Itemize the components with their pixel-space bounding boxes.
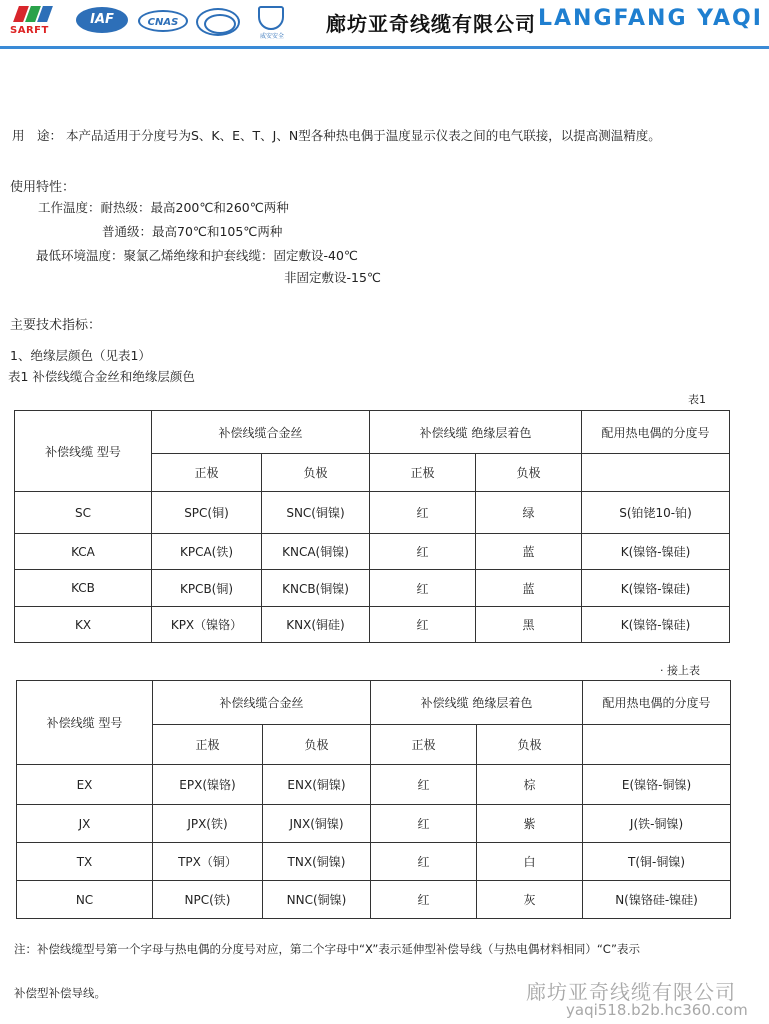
cell-positive-alloy: EPX(镍铬) (153, 765, 263, 805)
cell-positive-color: 红 (371, 881, 477, 919)
iaf-logo-text: IAF (76, 7, 128, 33)
cell-model: NC (17, 881, 153, 919)
header-thermocouple: 配用热电偶的分度号 (583, 681, 731, 725)
purpose-label: 用 途： (12, 128, 63, 143)
specs-item-1: 1、绝缘层颜色（见表1） (10, 348, 151, 363)
cell-negative-alloy: SNC(铜镍) (262, 492, 370, 534)
header-divider (0, 46, 769, 49)
table-row (17, 843, 731, 881)
feature-line-normal: 普通级：最高70℃和105℃两种 (102, 224, 283, 239)
cell-negative-alloy: KNX(铜硅) (262, 607, 370, 643)
shield-caption: 威安安全 (259, 33, 284, 40)
cell-thermocouple: N(镍铬硅-镍硅) (583, 881, 731, 919)
header-alloy-negative: 负极 (262, 454, 370, 492)
cell-negative-color: 白 (477, 843, 583, 881)
specs-heading: 主要技术指标： (10, 318, 102, 333)
header-thermocouple: 配用热电偶的分度号 (582, 411, 730, 454)
watermark-url: yaqi518.b2b.hc360.com (566, 1001, 748, 1019)
cell-negative-alloy: KNCA(铜镍) (262, 534, 370, 570)
cell-negative-color: 绿 (476, 492, 582, 534)
cell-positive-alloy: TPX（铜） (153, 843, 263, 881)
cell-thermocouple: K(镍铬-镍硅) (582, 534, 730, 570)
cell-model: KCA (15, 534, 152, 570)
table-row (15, 570, 730, 607)
sarft-logo-text: SARFT (10, 25, 49, 36)
cell-negative-color: 蓝 (476, 570, 582, 607)
cell-thermocouple: K(镍铬-镍硅) (582, 607, 730, 643)
table-row (15, 492, 730, 534)
cell-positive-alloy: SPC(铜) (152, 492, 262, 534)
features-heading: 使用特性： (10, 180, 76, 195)
cell-negative-color: 蓝 (476, 534, 582, 570)
company-name-en: LANGFANG YAQI (538, 6, 763, 31)
header-insulation-negative: 负极 (477, 725, 583, 765)
cell-model: EX (17, 765, 153, 805)
cell-model: JX (17, 805, 153, 843)
cell-negative-color: 黑 (476, 607, 582, 643)
cell-positive-alloy: KPCB(铜) (152, 570, 262, 607)
cell-negative-alloy: JNX(铜镍) (263, 805, 371, 843)
watermark-company: 廊坊亚奇线缆有限公司 (526, 980, 736, 1004)
note-line-2: 补偿型补偿导线。 (14, 986, 106, 1000)
header-alloy-positive: 正极 (153, 725, 263, 765)
header-alloy-negative: 负极 (263, 725, 371, 765)
page-header (0, 0, 769, 44)
header-insulation-positive: 正极 (371, 725, 477, 765)
safety-shield-logo (252, 4, 292, 38)
cell-positive-alloy: NPC(铁) (153, 881, 263, 919)
cell-negative-alloy: TNX(铜镍) (263, 843, 371, 881)
cell-positive-alloy: JPX(铁) (153, 805, 263, 843)
feature-line-min-temp-fixed: 最低环境温度：聚氯乙烯绝缘和护套线缆：固定敷设-40℃ (36, 248, 358, 263)
cell-model: SC (15, 492, 152, 534)
header-alloy-positive: 正极 (152, 454, 262, 492)
cell-model: KX (15, 607, 152, 643)
cell-negative-alloy: NNC(铜镍) (263, 881, 371, 919)
sarft-logo (6, 4, 62, 38)
shield-icon (258, 6, 284, 30)
cell-negative-alloy: KNCB(铜镍) (262, 570, 370, 607)
feature-line-heat-resistant: 工作温度：耐热级：最高200℃和260℃两种 (38, 200, 289, 215)
cell-thermocouple: K(镍铬-镍硅) (582, 570, 730, 607)
cell-thermocouple: J(铁-铜镍) (583, 805, 731, 843)
iaf-logo (76, 4, 130, 38)
cell-positive-color: 红 (371, 843, 477, 881)
cell-thermocouple: S(铂铑10-铂) (582, 492, 730, 534)
table2-label: · 接上表 (660, 664, 700, 677)
feature-line-min-temp-nonfixed: 非固定敷设-15℃ (284, 270, 381, 285)
cell-negative-alloy: ENX(铜镍) (263, 765, 371, 805)
header-insulation: 补偿线缆 绝缘层着色 (370, 411, 582, 454)
note-line-1: 注：补偿线缆型号第一个字母与热电偶的分度号对应，第二个字母中“X”表示延伸型补偿导线（与热电偶材料相同）“C”表示 (14, 942, 640, 956)
header-alloy: 补偿线缆合金丝 (153, 681, 371, 725)
table-row (17, 765, 731, 805)
cell-positive-color: 红 (370, 570, 476, 607)
table1 (14, 410, 730, 643)
cell-negative-color: 紫 (477, 805, 583, 843)
table2 (16, 680, 731, 919)
cell-positive-color: 红 (371, 765, 477, 805)
table-row (15, 607, 730, 643)
cell-negative-color: 棕 (477, 765, 583, 805)
header-insulation-negative: 负极 (476, 454, 582, 492)
cnas-logo-text: CNAS (138, 10, 188, 32)
sarft-mark-icon (14, 4, 54, 24)
ccc-logo (196, 4, 242, 38)
cell-thermocouple: T(铜-铜镍) (583, 843, 731, 881)
cell-negative-color: 灰 (477, 881, 583, 919)
cell-thermocouple: E(镍铬-铜镍) (583, 765, 731, 805)
table1-caption: 表1 补偿线缆合金丝和绝缘层颜色 (8, 369, 195, 384)
table1-label: 表1 (688, 393, 706, 406)
header-model: 补偿线缆 型号 (15, 411, 152, 492)
cell-positive-color: 红 (370, 492, 476, 534)
cell-positive-color: 红 (370, 534, 476, 570)
cnas-logo (138, 4, 190, 38)
table-row (17, 881, 731, 919)
company-name-cn: 廊坊亚奇线缆有限公司 (326, 12, 536, 36)
table-row (17, 805, 731, 843)
header-empty-cell (582, 454, 730, 492)
cell-positive-alloy: KPX（镍铬） (152, 607, 262, 643)
header-empty-cell (583, 725, 731, 765)
ccc-icon (196, 8, 240, 36)
cell-positive-color: 红 (370, 607, 476, 643)
cell-model: TX (17, 843, 153, 881)
purpose-text: 本产品适用于分度号为S、K、E、T、J、N型各种热电偶于温度显示仪表之间的电气联接，以提高测温精度。 (66, 128, 661, 143)
cell-positive-color: 红 (371, 805, 477, 843)
header-model: 补偿线缆 型号 (17, 681, 153, 765)
header-insulation-positive: 正极 (370, 454, 476, 492)
header-alloy: 补偿线缆合金丝 (152, 411, 370, 454)
header-insulation: 补偿线缆 绝缘层着色 (371, 681, 583, 725)
cell-model: KCB (15, 570, 152, 607)
cell-positive-alloy: KPCA(铁) (152, 534, 262, 570)
table-row (15, 534, 730, 570)
